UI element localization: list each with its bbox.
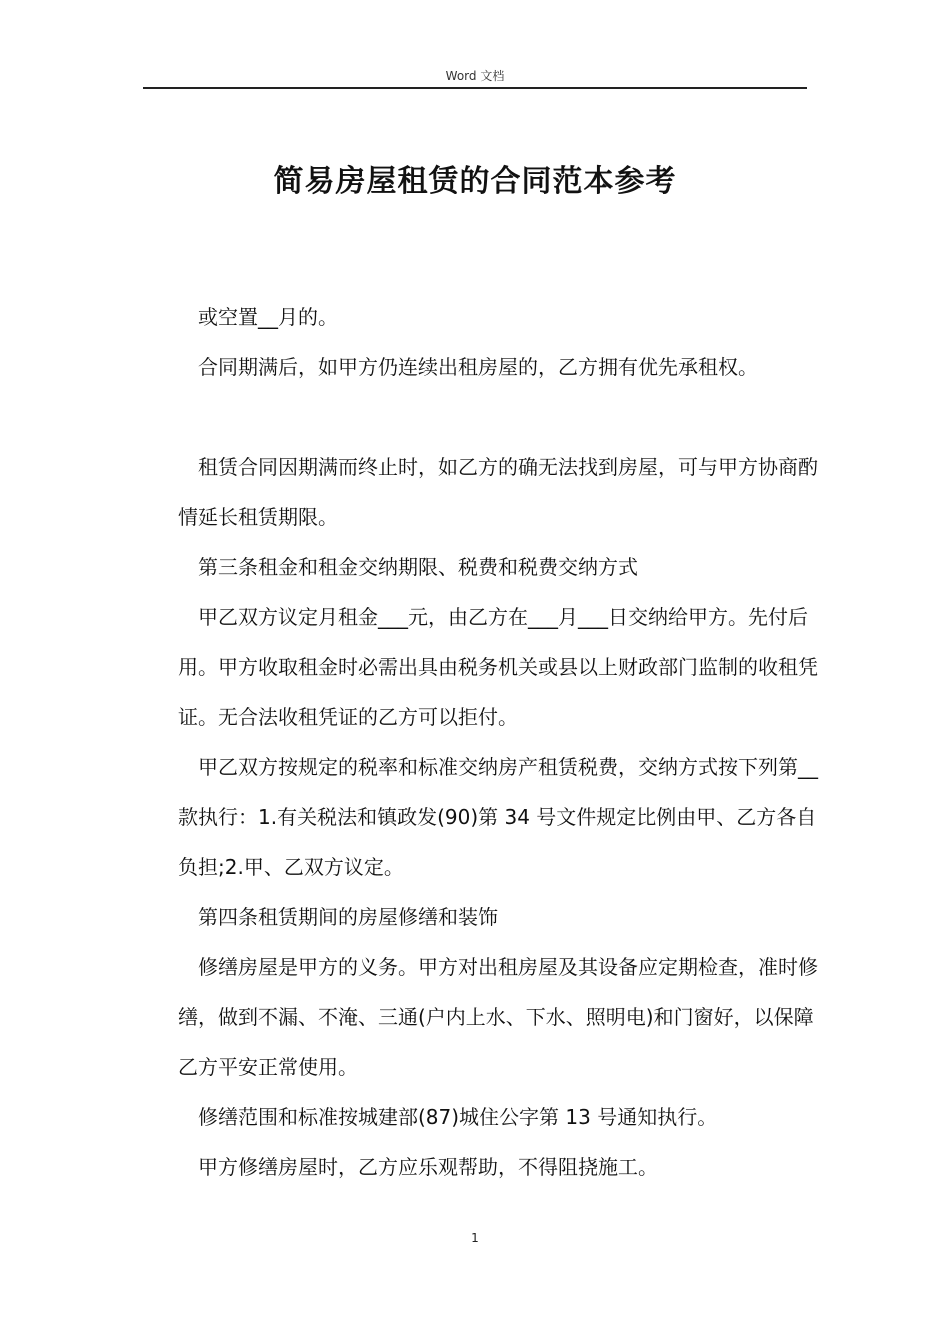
header-divider (143, 87, 807, 89)
page-number: 1 (471, 1231, 479, 1245)
paragraph: 甲乙双方议定月租金___元，由乙方在___月___日交纳给甲方。先付后用。甲方收取租金时必需出具由税务机关或县以上财政部门监制的收租凭证。无合法收租凭证的乙方可以拒付。 (178, 605, 818, 729)
blank-line (178, 392, 818, 442)
paragraph: 甲方修缮房屋时，乙方应乐观帮助，不得阻挠施工。 (198, 1155, 658, 1179)
page-header: Word 文档 (445, 69, 505, 83)
document-title: 简易房屋租赁的合同范本参考 (273, 164, 677, 199)
paragraph: 修缮范围和标准按城建部(87)城住公字第 13 号通知执行。 (198, 1105, 718, 1129)
paragraph: 或空置__月的。 (198, 305, 338, 329)
section-heading: 第四条租赁期间的房屋修缮和装饰 (198, 905, 498, 929)
document-body (178, 292, 818, 1192)
paragraph: 甲乙双方按规定的税率和标准交纳房产租赁税费，交纳方式按下列第__款执行：1.有关税法和镇政发(90)第 34 号文件规定比例由甲、乙方各自负担;2.甲、乙双方议定。 (178, 755, 818, 879)
paragraph: 合同期满后，如甲方仍连续出租房屋的，乙方拥有优先承租权。 (198, 355, 758, 379)
paragraph: 修缮房屋是甲方的义务。甲方对出租房屋及其设备应定期检查，准时修缮，做到不漏、不淹、三通(户内上水、下水、照明电)和门窗好，以保障乙方平安正常使用。 (178, 955, 818, 1079)
paragraph: 租赁合同因期满而终止时，如乙方的确无法找到房屋，可与甲方协商酌情延长租赁期限。 (178, 455, 818, 529)
section-heading: 第三条租金和租金交纳期限、税费和税费交纳方式 (198, 555, 638, 579)
